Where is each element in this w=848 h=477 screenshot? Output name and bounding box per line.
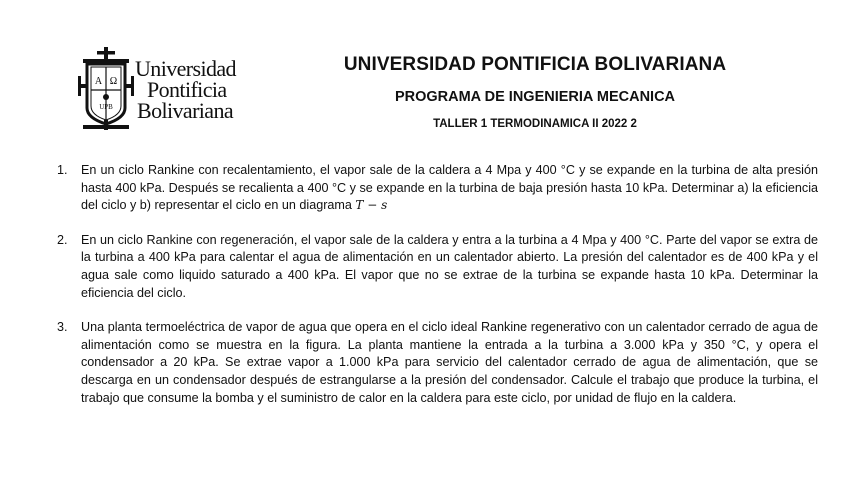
problem-text: En un ciclo Rankine con recalentamiento, el vapor sale de la caldera a 4 Mpa y 400 °C y se expande en la turbina de alta presión hasta 400 kPa. Después se recalienta a 400 °C y se expande en la turbina de baja presión hasta 10 kPa. Determinar a) la eficiencia del ciclo y b) representar el ciclo en un diagrama (81, 163, 818, 213)
university-logo (78, 46, 250, 132)
logo-word-pontificia: Pontificia (147, 77, 227, 102)
problem-number: 2. (57, 232, 68, 247)
logo-word-bolivariana: Bolivariana (137, 98, 234, 123)
workshop-title: TALLER 1 TERMODINAMICA II 2022 2 (433, 118, 637, 130)
logo-wordmark (135, 58, 253, 121)
problem-text: En un ciclo Rankine con regeneración, el vapor sale de la caldera y entra a la turbina a 4 Mpa y 400 °C. Parte del vapor se extra de la turbina a 400 kPa para calentar el agua de alimentación en un calentador abierto. La presión del calentador es de 400 kPa y el agua sale como liquido saturado a 400 kPa. El vapor que no se extrae de la turbina se expande hasta 10 kPa. Determinar la eficiencia del ciclo. (81, 232, 818, 300)
program-title: PROGRAMA DE INGENIERIA MECANICA (394, 89, 676, 105)
problem-math-expression: T − s (355, 198, 388, 213)
problem-list (50, 162, 818, 424)
problem-text: Una planta termoeléctrica de vapor de agua que opera en el ciclo ideal Rankine regenerativo con un calentador cerrado de agua de alimentación como se muestra en la figura. La planta mantiene la entrada a la turbina a 3.000 kPa y 350 °C, y opera el condensador a 20 kPa. Se extrae vapor a 1.000 kPa para servicio del calentador cerrado de agua de alimentación, que se descarga en un condensador después de estrangularse a la presión del condensador. Calcule el trabajo que produce la turbina, el trabajo que consume la bomba y el suministro de calor en la caldera para este ciclo, por unidad de flujo en la caldera. (81, 320, 818, 405)
svg-text:UPB: UPB (99, 103, 113, 111)
problem-item-3 (50, 319, 818, 407)
problem-item-1 (50, 162, 818, 215)
seal-lettering (78, 46, 134, 132)
university-title: UNIVERSIDAD PONTIFICIA BOLIVARIANA (343, 54, 727, 75)
svg-text:Ω: Ω (109, 76, 118, 87)
svg-text:A: A (94, 76, 103, 87)
problem-item-2 (50, 232, 818, 302)
problem-number: 3. (57, 320, 68, 335)
problem-number: 1. (57, 163, 68, 177)
logo-word-universidad: Universidad (135, 56, 236, 81)
